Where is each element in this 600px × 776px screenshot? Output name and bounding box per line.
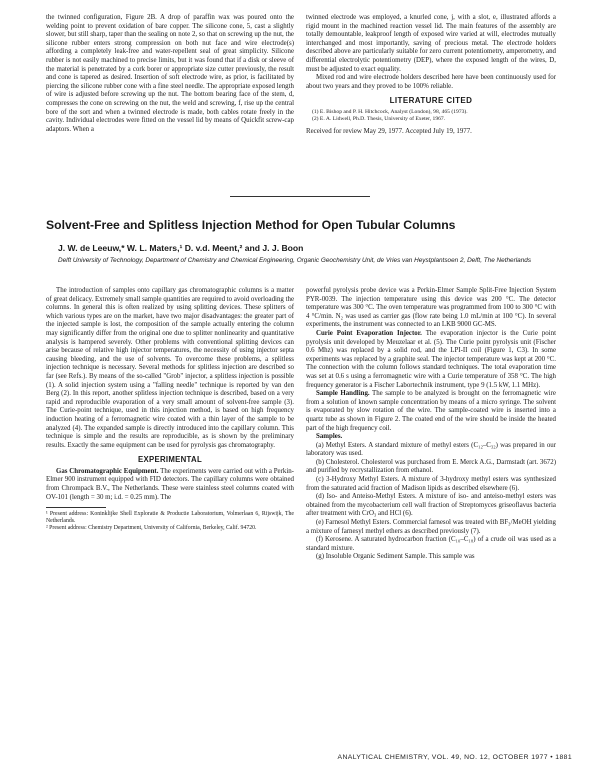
curie-point-paragraph [306, 330, 556, 390]
previous-article-text-continued: twinned electrode was employed, a knurled cone, j, with a slot, e, illustrated affords a rigid mount in the machined reaction vessel lid. The main features of the assembly are totally demountable, leakproof length of exposed wire varied at will, electrodes mutually interchanged and most importantly, saving of precious metal. The electrode holders described above are particularly suitable for zero current potentiometry, amperometry, and differential electrolytic potentiometry (DEP), where the exposed length of the wires, D, must be adjusted to exact equality. [306, 14, 556, 73]
samples-heading-paragraph [306, 433, 556, 442]
equipment-continued-paragraph: powerful pyrolysis probe device was a Perkin-Elmer Sample Split-Free Injection System PYR-0039. The injection temperature using this device was 200 °C. The detector temperature was 300 °C. The oven temperature was programmed from 100 to 300 °C with 4 °C/min. N₂ was used as carrier gas (flow rate being 1.0 mL/min at 100 °C). In several experiments, the instrument was connected to an LKB 9000 GC-MS. [306, 287, 556, 329]
gc-equipment-lead: Gas Chromatographic Equipment. [56, 467, 159, 475]
top-right-column [306, 14, 556, 137]
previous-article-text: the twinned configuration, Figure 2B. A drop of paraffin wax was poured onto the welding point to prevent oxidation of bare copper. The silicone cone, 5, cast a slightly slower, but still sharp, taper than the sealing on note 2, so that on screwing up the nut, the silicone rubber enters strong compression on both nut face and wire electrode(s) affording a completely leak-free and water-repellent seal of great simplicity. Silicone rubber is not easily machined to precise limits, but it was found that if a disk or sleeve of the material is penetrated by a cork borer or appropriate size cutter previously, the result and cone is tapered as desired. Insertion of soft electrode wire, as prior, is facilitated by piercing the silicone rubber cone with a fine steel needle. The appropriate exposed length of wire is adjusted before screwing up the nut. The bottom bearing face of the stem, d, compresses the cone on screwing on the nut, the weld and screwing, f, rise up the central bore of the sort and when a twinned electrode is made, both cables rotate freely in the cavity. Individual electrodes were fitted on the vessel lid by means of Quickfit screw-cap adaptors. When a [46, 14, 294, 133]
sample-item: (f) Kerosene. A saturated hydrocarbon fraction (C₁₀–C₁₈) of a crude oil was used as a standard mixture. [306, 536, 556, 552]
article-affiliation: Delft University of Technology, Department of Chemistry and Chemical Engineering, Organic Geochemistry Unit, de Vries van Heystplantsoen 2, Delft, The Netherlands [58, 257, 532, 264]
sample-item: (e) Farnesol Methyl Esters. Commercial farnesol was treated with BF₃/MeOH yielding a mixture of farnesyl methyl ethers as described previously (7). [306, 519, 556, 535]
sample-item: (b) Cholesterol. Cholesterol was purchased from E. Merck A.G., Darmstadt (art. 3672) and purified by recrystallization from ethanol. [306, 458, 556, 475]
curie-point-lead: Curie Point Evaporation Injector. [316, 329, 422, 337]
literature-cited-heading: LITERATURE CITED [389, 96, 473, 106]
footnote-divider [46, 507, 106, 508]
footnote: ¹ Present address: Koninklijke Shell Exploratie & Productie Laboratorium, Volmerlaan 6, Rijswijk, The Netherlands. [46, 511, 294, 525]
curie-point-text: The evaporation injector is the Curie point pyrolysis unit developed by Meuzelaar et al. (5). The Curie point pyrolysis unit (Fischer 0.6 Mhz) was replaced by a solid rod, and the LPI-II coil (Figure 1, C3). In some experiments was replaced by a graphite seal. The injector temperature was kept at 200 °C. The connection with the column follows standard techniques. The total evaporation time was set at 0.6 s using a ferromagnetic wire with a Curie temperature of 358 °C. The high frequency generator is a Fischer Labortechnik instrument, type 9 (1.5 kW, 1.1 MHz). [306, 329, 556, 389]
section-divider [230, 196, 370, 197]
page-footer: ANALYTICAL CHEMISTRY, VOL. 49, NO. 12, OCTOBER 1977 • 1881 [337, 754, 572, 761]
gc-equipment-paragraph [46, 468, 294, 502]
footnote: ² Present address: Chemistry Department, University of California, Berkeley, Calif. 94720. [46, 525, 257, 532]
experimental-heading: EXPERIMENTAL [137, 455, 203, 465]
reference-list [312, 109, 550, 123]
top-left-column [46, 14, 294, 134]
sample-item: (c) 3-Hydroxy Methyl Esters. A mixture of 3-hydroxy methyl esters was synthesized from the saturated acid fraction of Madison lipids as described elsewhere (6). [306, 476, 556, 492]
reference-item: (2) E. A. Lidwell, Ph.D. Thesis, University of Exeter, 1967. [312, 115, 446, 122]
article-title: Solvent-Free and Splitless Injection Method for Open Tubular Columns [46, 218, 456, 232]
sample-handling-paragraph [306, 390, 556, 433]
sample-item: (a) Methyl Esters. A standard mixture of methyl esters (C₁₂–C₃₂) was prepared in our laboratory was used. [306, 441, 556, 458]
sample-item: (d) Iso- and Anteiso-Methyl Esters. A mixture of iso- and anteiso-methyl esters was obtained from the mycobacterium cell wall fraction of Streptomyces griseoflavus bacteria after treatment with CrO₃ and HCl (6). [306, 493, 556, 518]
sample-handling-lead: Sample Handling. [316, 390, 370, 398]
previous-article-conclusion: Mixed rod and wire electrode holders described here have been continuously used for about two years and they proved to be 100% reliable. [306, 74, 556, 90]
bottom-right-column [306, 287, 556, 562]
gc-equipment-text: The experiments were carried out with a Perkin-Elmer 900 instrument equipped with FID detectors. The capillary columns were obtained from Chrompack B.V., The Netherlands. These were stainless steel columns coated with OV-101 (length = 30 m; i.d. = 0.25 mm). The [46, 467, 294, 501]
reference-item: (1) E. Bishop and P. H. Hitchcock, Analyst (London), 98, 465 (1973). [312, 108, 468, 115]
sample-handling-text: The sample to be analyzed is brought on the ferromagnetic wire from a solution of known sample concentration by means of a micro syringe. The solvent is evaporated by slow rotation of the wire. The sample-coated wire is inserted into a quartz tube as shown in Figure 2. The coated end of the wire should be inside the heated part of the high frequency coil. [306, 390, 556, 432]
received-date: Received for review May 29, 1977. Accepted July 19, 1977. [306, 127, 472, 135]
samples-lead: Samples. [316, 433, 343, 441]
article-authors: J. W. de Leeuw,* W. L. Maters,¹ D. v.d. Meent,² and J. J. Boon [58, 243, 304, 253]
bottom-left-column [46, 287, 294, 532]
sample-item: (g) Insoluble Organic Sediment Sample. This sample was [316, 553, 475, 561]
introduction-paragraph: The introduction of samples onto capillary gas chromatographic columns is a matter of great delicacy. Extremely small sample quantities are required to avoid overloading the columns. In general this is often realized by using splitting devices. These splitters of which various types are on the market, have two major disadvantages: the greater part of the injected sample is lost, the composition of the sample actually entering the column may significantly differ from the original one due to splitter nonlinearity and quantitative analysis is hampered severely. Other problems with conventional splitting devices can arise because of relative high injector temperatures, the necessity of using injector septa causing bleeding, and the use of solvents. To overcome these problems, a splitless injection technique is necessary. Several methods for splitless injection are described so far (see Refs.). By means of the so-called "Grob" injector, a splitless injection is possible (1). A solid injection system using a "falling needle" technique is reported by van den Berg (2). In this report, another splitless injection technique is described, based on a very rapid and reproducible evaporation of a very small amount of solvent-free sample (3). The Curie-point technique, used in this injection method, is based on high frequency induction heating of a ferromagnetic wire coated with a thin layer of the sample to be analyzed (4). The expanded sample is directly introduced into the capillary column. This technique is simple and the results are reproducible, as is shown by the preliminary results. Exactly the same equipment can be used for pyrolysis gas chromatography. [46, 287, 294, 449]
